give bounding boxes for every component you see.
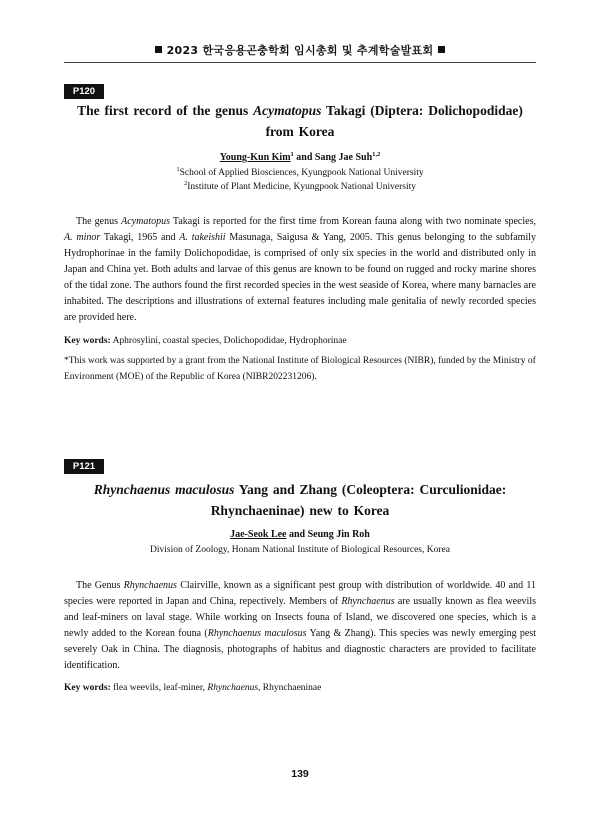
- keywords: Key words: flea weevils, leaf-miner, Rhynchaenus, Rhynchaeninae: [64, 683, 322, 693]
- author-line: Jae-Seok Lee and Seung Jin Roh: [230, 529, 370, 540]
- page-number: 139: [291, 768, 309, 780]
- co-author: Sang Jae Suh: [314, 152, 373, 163]
- affiliation: $^2$Institute of Plant Medicine, Kyungpook National University: [183, 180, 416, 192]
- paper-id-badge: P121: [64, 459, 104, 474]
- co-author: Seung Jin Roh: [307, 529, 370, 540]
- square-bullet-icon: [438, 46, 445, 53]
- paper-title: The first record of the genus Acymatopus Takagi (Diptera: Dolichopodidae) from Korea: [77, 103, 523, 139]
- paper-id-badge: P120: [64, 84, 104, 99]
- funding-note: *This work was supported by a grant from the National Institute of Biological Resources (NIBR), funded by the Ministry of Environment (MOE) of the Republic of Korea (NIBR202231206).: [64, 356, 536, 382]
- square-bullet-icon: [155, 46, 162, 53]
- abstract: The Genus Rhynchaenus Clairville, known as a significant pest group with distribution of worldwide. 40 and 11 species were reported in Japan and China, repectively. Members of Rhynchaenus are usually known as flea weevils and leaf-miners on laval stage. While working on Insects founa of Island, we discovered one species, which is a newly added to the Korean founa (Rhynchaenus maculosus Yang & Zhang). This species was newly emerging pest severely Oak in China. The diagnosis, photographs of habitus and diagnostic characters are provided to facilitate identification.: [64, 580, 537, 671]
- affiliation-list: [64, 166, 536, 194]
- affiliation: Division of Zoology, Honam National Institute of Biological Resources, Korea: [150, 545, 450, 555]
- author-line: Young-Kun Kim$^1$ and Sang Jae Suh$^{1,2}$: [219, 151, 381, 163]
- abstract: The genus Acymatopus Takagi is reported for the first time from Korean fauna along with two nominate species, A. minor Takagi, 1965 and A. takeishii Masunaga, Saigusa & Yang, 2005. This genus belonging to the subfamily Hydrophorinae in the family Dolichopodidae, is comprised of only six species in the world and distributed only in Japan and China yet. Both adults and larvae of this genus are known to be found on rugged and rocky marine shores of the tidal zone. The authors found the first recorded species in the west seaside of Korea, where many barnacles are inhabited. The descriptions and illustrations of external features including male genitalia of newly recorded species are provided here.: [64, 216, 537, 323]
- presenting-author: Jae-Seok Lee: [230, 529, 287, 540]
- keywords: Key words: Aphrosylini, coastal species, Dolichopodidae, Hydrophorinae: [64, 336, 347, 346]
- paper-title: Rhynchaenus maculosus Yang and Zhang (Coleoptera: Curculionidae: Rhynchaeninae) new to Korea: [93, 482, 507, 518]
- header-divider: [64, 62, 536, 63]
- presenting-author: Young-Kun Kim: [219, 152, 291, 163]
- affiliation: $^1$School of Applied Biosciences, Kyungpook National University: [176, 166, 424, 178]
- conference-header: [64, 42, 536, 58]
- conference-title: 2023 한국응용곤충학회 임시총회 및 추계학술발표회: [166, 44, 434, 57]
